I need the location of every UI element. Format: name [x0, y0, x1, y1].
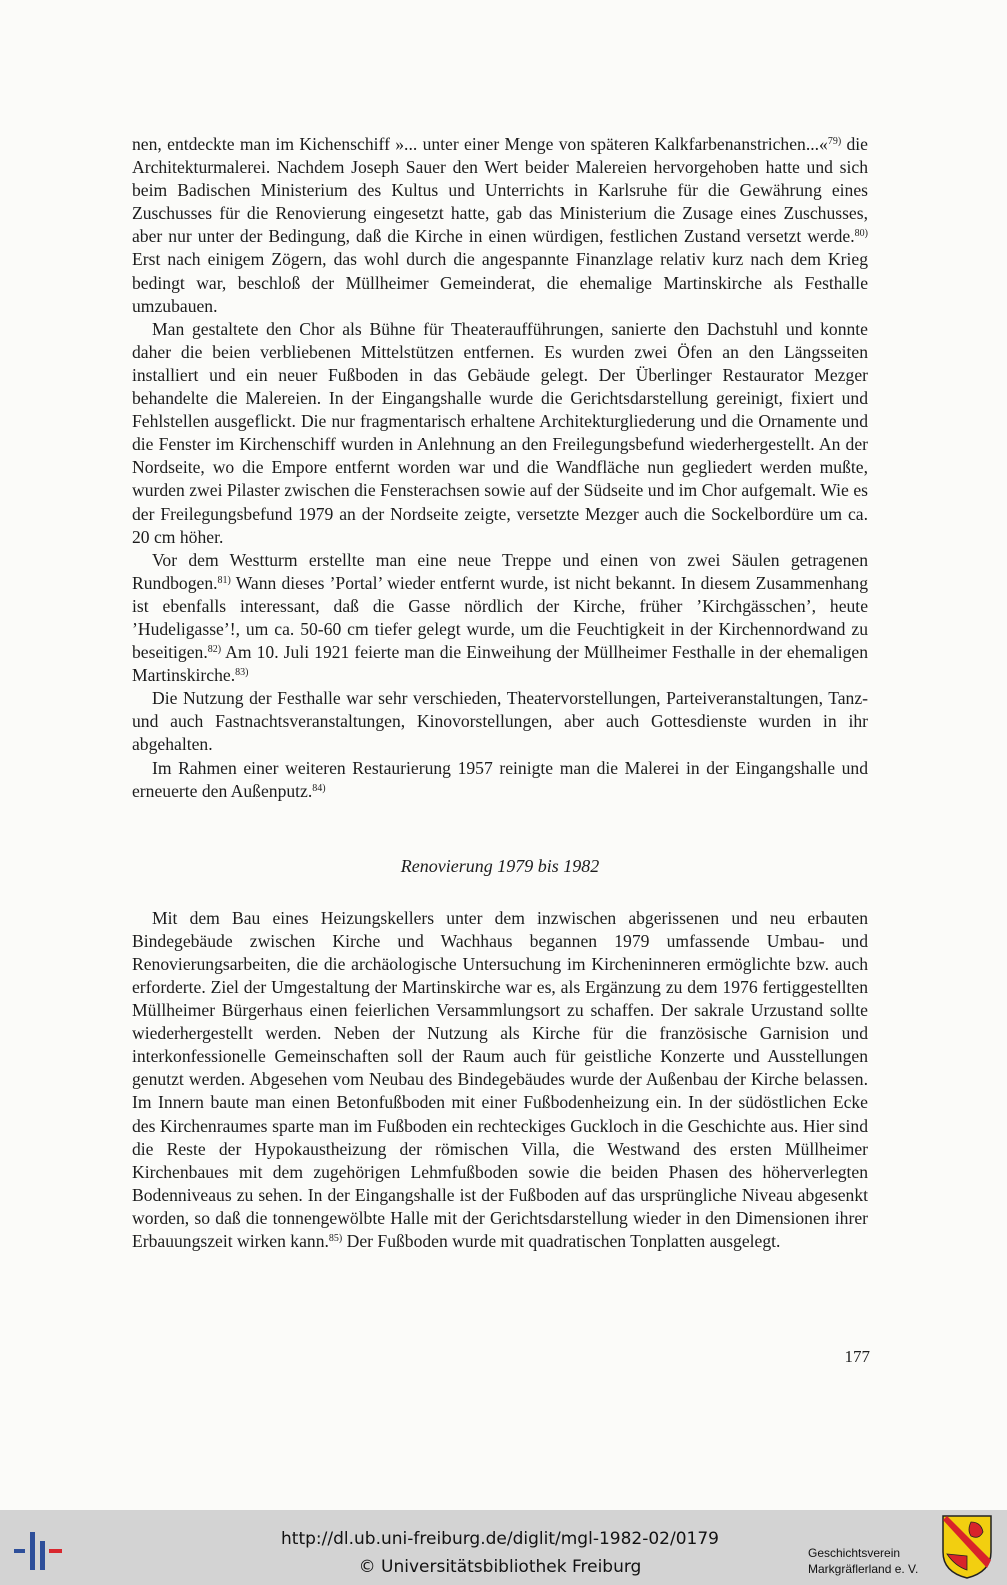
paragraphs-before-heading [132, 133, 868, 803]
paragraph-text: Man gestaltete den Chor als Bühne für Theateraufführungen, sanierte den Dachstuhl und konnte daher die beien verbliebenen Mittelstützen entfernen. Es wurden zwei Öfen an den Längsseiten installiert und ein neuer Fußboden in das Gebäude gelegt. Der Überlinger Restaurator Mezger behandelte die Malereien. In der Eingangshalle wurde die Gerichtsdarstellung gereinigt, fixiert und Fehlstellen ausgeflickt. Die nur fragmentarisch erhaltene Architekturgliederung und die Ornamente und die Fenster im Kirchenschiff wurden in Anlehnung an den Freilegungsbefund wiederhergestellt. An der Nordseite, wo die Empore entfernt worden war und die Wandfläche nun gegliedert werden mußte, wurden zwei Pilaster zwischen die Fensterachsen sowie auf der Südseite und im Chor aufgemalt. Wie es der Freilegungsbefund 1979 an der Nordseite zeigte, versetzte Mezger auch die Sockelbordüre um ca. 20 cm höher. [132, 318, 868, 547]
paragraph [132, 318, 868, 549]
body-text [132, 133, 868, 1253]
section-heading: Renovierung 1979 bis 1982 [400, 855, 600, 876]
logo-bar-right [49, 1549, 62, 1553]
coat-of-arms-icon [941, 1514, 993, 1580]
paragraph-text: die Architekturmalerei. Nachdem Joseph Sauer den Wert beider Malereien hervorgehoben hatte und sich beim Badischen Ministerium des Kultus und Unterrichts in Karlsruhe für die Gewährung eines Zuschusses für die Renovierung eingesetzt hatte, gab das Ministerium die Zusage eines Zuschusses, aber nur unter der Bedingung, daß die Kirche in einen würdigen, festlichen Zustand versetzt werde. [132, 134, 868, 247]
paragraph-text: Erst nach einigem Zögern, das wohl durch die angespannte Finanzlage relativ kurz nach dem Krieg bedingt war, beschloß der Müllheimer Gemeinderat, die ehemalige Martinskirche als Festhalle umzubauen. [132, 249, 868, 316]
footnote-ref: 79) [827, 136, 842, 147]
paragraph [132, 133, 868, 318]
page-number: 177 [844, 1347, 870, 1366]
paragraph [132, 687, 868, 756]
society-name [808, 1545, 938, 1577]
footnote-ref: 83) [235, 667, 249, 679]
society-name-line1: Geschichtsverein [808, 1546, 901, 1560]
paragraph-text: Am 10. Juli 1921 feierte man die Einweihung der Müllheimer Festhalle in der ehemaligen Martinskirche. [132, 642, 868, 686]
footnote-ref: 80) [854, 228, 868, 240]
paragraph-text: Der Fußboden wurde mit quadratischen Tonplatten ausgelegt. [342, 1231, 781, 1252]
society-name-line2: Markgräflerland e. V. [808, 1562, 919, 1576]
paragraph-text: Im Rahmen einer weiteren Restaurierung 1957 reinigte man die Malerei in der Eingangshalle und erneuerte den Außenputz. [132, 757, 868, 801]
footer-copyright: © Universitätsbibliothek Freiburg [358, 1557, 642, 1577]
footnote-ref: 85) [328, 1233, 343, 1245]
footer-url-link[interactable]: http://dl.ub.uni-freiburg.de/diglit/mgl-1982-02/0179 [281, 1529, 719, 1549]
paragraph-text: Vor dem Westturm erstellte man eine neue Treppe und einen von zwei Säulen getragenen Rundbogen. [132, 549, 868, 593]
paragraph [132, 907, 868, 1253]
paragraph [132, 757, 868, 803]
paragraph-text: Mit dem Bau eines Heizungskellers unter dem inzwischen abgerissenen und neu erbauten Bindegebäude zwischen Kirche und Wachhaus begannen 1979 umfassende Umbau- und Renovierungsarbeiten, die die archäologische Untersuchung im Kircheninneren ermöglichte bzw. auch erforderte. Ziel der Umgestaltung der Martinskirche war es, als Ergänzung zu dem 1976 fertiggestellten Müllheimer Bürgerhaus einen feierlichen Versammlungsort zu schaffen. Der sakrale Urzustand sollte wiederhergestellt werden. Neben der Nutzung als Kirche für die französische Garnision und interkonfessionelle Gemeinschaften soll der Raum auch für geistliche Konzerte und Ausstellungen genutzt werden. Abgesehen vom Neubau des Bindegebäudes wurde der Außenbau der Kirche belassen. Im Innern baute man einen Betonfußboden mit einer Fußbodenheizung ein. In der südöstlichen Ecke des Kirchenraumes sparte man im Fußboden ein rechteckiges Guckloch in die Geschichte aus. Hier sind die Reste der Hypokaustheizung der römischen Villa, die Westwand des ersten Müllheimer Kirchenbaues mit dem zugehörigen Lehmfußboden sowie die beiden Phasen des höherverlegten Bodenniveaus zu sehen. In der Eingangshalle ist der Fußboden auf das ursprüngliche Niveau abgesenkt worden, so daß die tonnengewölbte Halle mit der Gerichtsdarstellung wieder in den Dimensionen ihrer Erbauungszeit wirken kann. [132, 907, 868, 1252]
paragraphs-after-heading [132, 907, 868, 1253]
paragraph-text: nen, entdeckte man im Kichenschiff »... unter einer Menge von späteren Kalkfarbenanstrichen...« [132, 134, 828, 154]
library-logo-icon [12, 1527, 66, 1573]
paragraph [132, 549, 868, 688]
footnote-ref: 82) [207, 644, 222, 656]
logo-bar-short [40, 1541, 45, 1570]
footnote-ref: 84) [312, 782, 326, 794]
logo-bar-left [14, 1549, 25, 1553]
logo-bar-tall [30, 1532, 35, 1570]
paragraph-text: Wann dieses ’Portal’ wieder entfernt wurde, ist nicht bekannt. In diesem Zusammenhang ist ebenfalls interessant, daß die Gasse nördlich der Kirche, früher ’Kirchgässchen’, heute ’Hudeligasse’!, um ca. 50-60 cm tiefer gelegt wurde, um die Feuchtigkeit in der Kirchennordwand zu beseitigen. [132, 572, 868, 663]
paragraph-text: Die Nutzung der Festhalle war sehr verschieden, Theatervorstellungen, Parteiveranstaltungen, Tanz- und auch Fastnachtsveranstaltungen, Kinovorstellungen, aber auch Gottesdienste wurden in ihr abgehalten. [132, 688, 868, 755]
footnote-ref: 81) [217, 574, 231, 586]
